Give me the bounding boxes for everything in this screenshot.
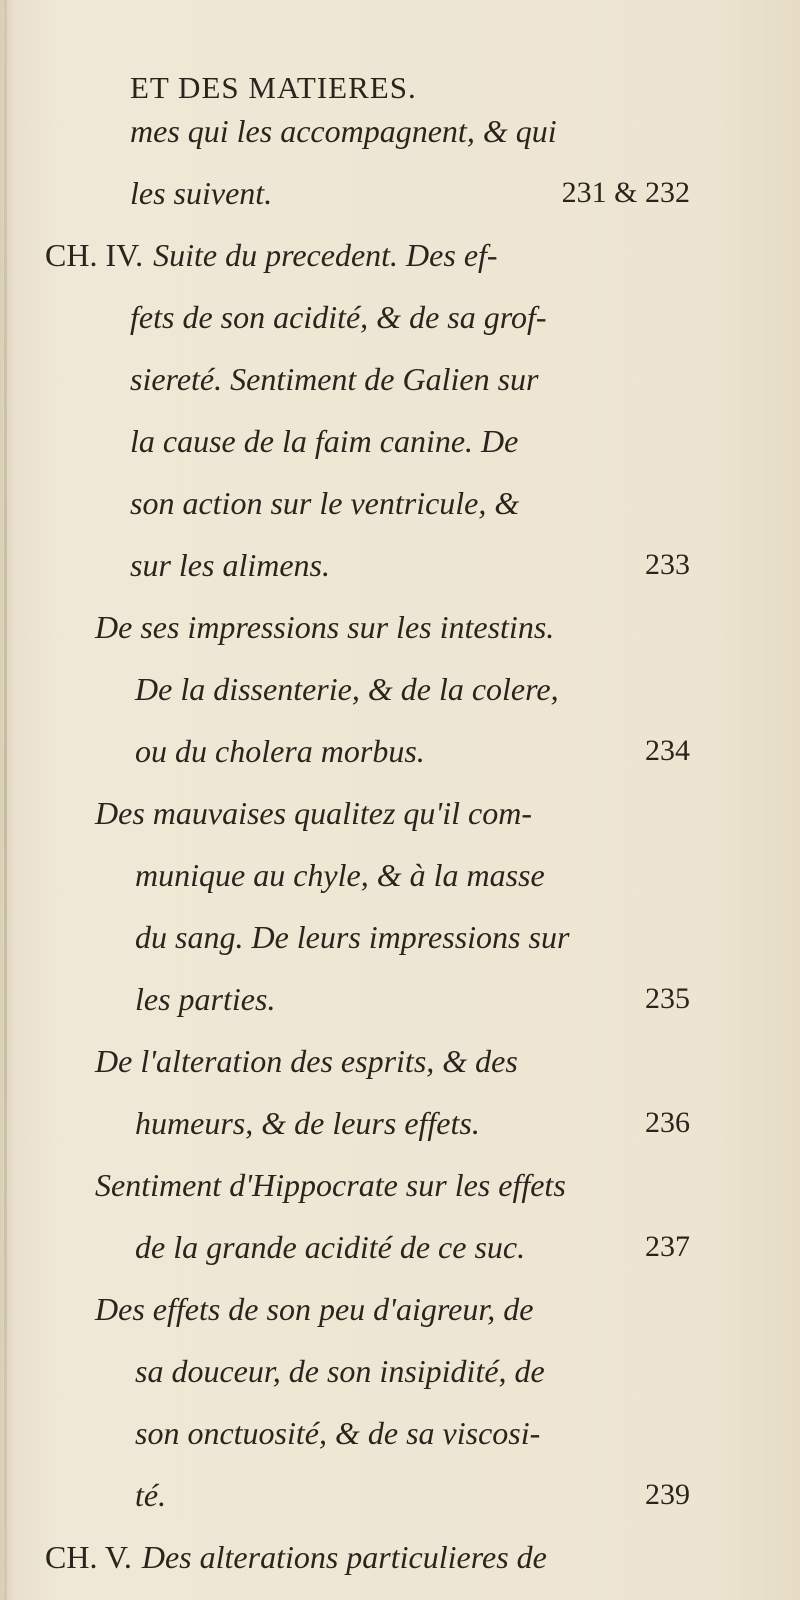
index-line — [0, 844, 800, 906]
index-line — [0, 1464, 800, 1526]
index-entry-text: humeurs, & de leurs effets. — [135, 1105, 480, 1141]
index-line — [0, 162, 800, 224]
chapter-label: CH. IV. — [45, 237, 144, 273]
index-entry-text: Sentiment d'Hippocrate sur les effets — [95, 1167, 566, 1203]
index-line — [0, 1278, 800, 1340]
index-line — [0, 1402, 800, 1464]
index-line — [0, 224, 800, 286]
index-line — [0, 286, 800, 348]
index-line — [0, 534, 800, 596]
page-number: 239 — [645, 1478, 690, 1511]
index-line — [0, 658, 800, 720]
index-entry-text: ou du cholera morbus. — [135, 733, 425, 769]
index-entry-text: té. — [135, 1477, 167, 1513]
index-entry-text: Suite du precedent. Des ef- — [153, 237, 498, 273]
index-entry-text: siereté. Sentiment de Galien sur — [130, 361, 539, 397]
index-entry-text: de la grande acidité de ce suc. — [135, 1229, 526, 1265]
index-line — [0, 1216, 800, 1278]
index-line — [0, 472, 800, 534]
page-number: 236 — [645, 1106, 690, 1139]
index-line — [0, 1526, 800, 1588]
index-line — [0, 596, 800, 658]
index-entry-text: De l'alteration des esprits, & des — [95, 1043, 518, 1079]
index-entry-text: De la dissenterie, & de la colere, — [135, 671, 559, 707]
index-line — [0, 1154, 800, 1216]
index-line — [0, 906, 800, 968]
index-entry-text: fets de son acidité, & de sa grof- — [130, 299, 547, 335]
index-line — [0, 1340, 800, 1402]
index-entry-text: son action sur le ventricule, & — [130, 485, 520, 521]
index-line — [0, 1030, 800, 1092]
index-entry-text: son onctuosité, & de sa viscosi- — [135, 1415, 541, 1451]
index-entry-text: munique au chyle, & à la masse — [135, 857, 545, 893]
index-entry-text: les parties. — [135, 981, 276, 1017]
index-line — [0, 348, 800, 410]
index-entry-text: Des alterations particulieres de — [141, 1539, 547, 1575]
page-number: 237 — [645, 1230, 690, 1263]
index-entry-text: mes qui les accompagnent, & qui — [130, 113, 557, 149]
chapter-label: CH. V. — [45, 1539, 132, 1575]
index-entry-text: De ses impressions sur les intestins. — [95, 609, 555, 645]
index-line — [0, 410, 800, 472]
index-line — [0, 100, 800, 162]
index-entry-text: du sang. De leurs impressions sur — [135, 919, 570, 955]
index-entry-text: les suivent. — [130, 175, 273, 211]
page-number: 234 — [645, 734, 690, 767]
index-entry-text: sur les alimens. — [130, 547, 330, 583]
page-number: 231 & 232 — [561, 176, 690, 209]
index-line — [0, 720, 800, 782]
index-entry-text: Des effets de son peu d'aigreur, de — [95, 1291, 534, 1327]
index-entry-text: sa douceur, de son insipidité, de — [135, 1353, 545, 1389]
running-head: ET DES MATIERES. — [130, 70, 417, 105]
index-entry-text: la cause de la faim canine. De — [130, 423, 519, 459]
index-line — [0, 782, 800, 844]
page-number: 233 — [645, 548, 690, 581]
index-entry-text: Des mauvaises qualitez qu'il com- — [95, 795, 532, 831]
page-number: 235 — [645, 982, 690, 1015]
index-line — [0, 968, 800, 1030]
index-line — [0, 1092, 800, 1154]
